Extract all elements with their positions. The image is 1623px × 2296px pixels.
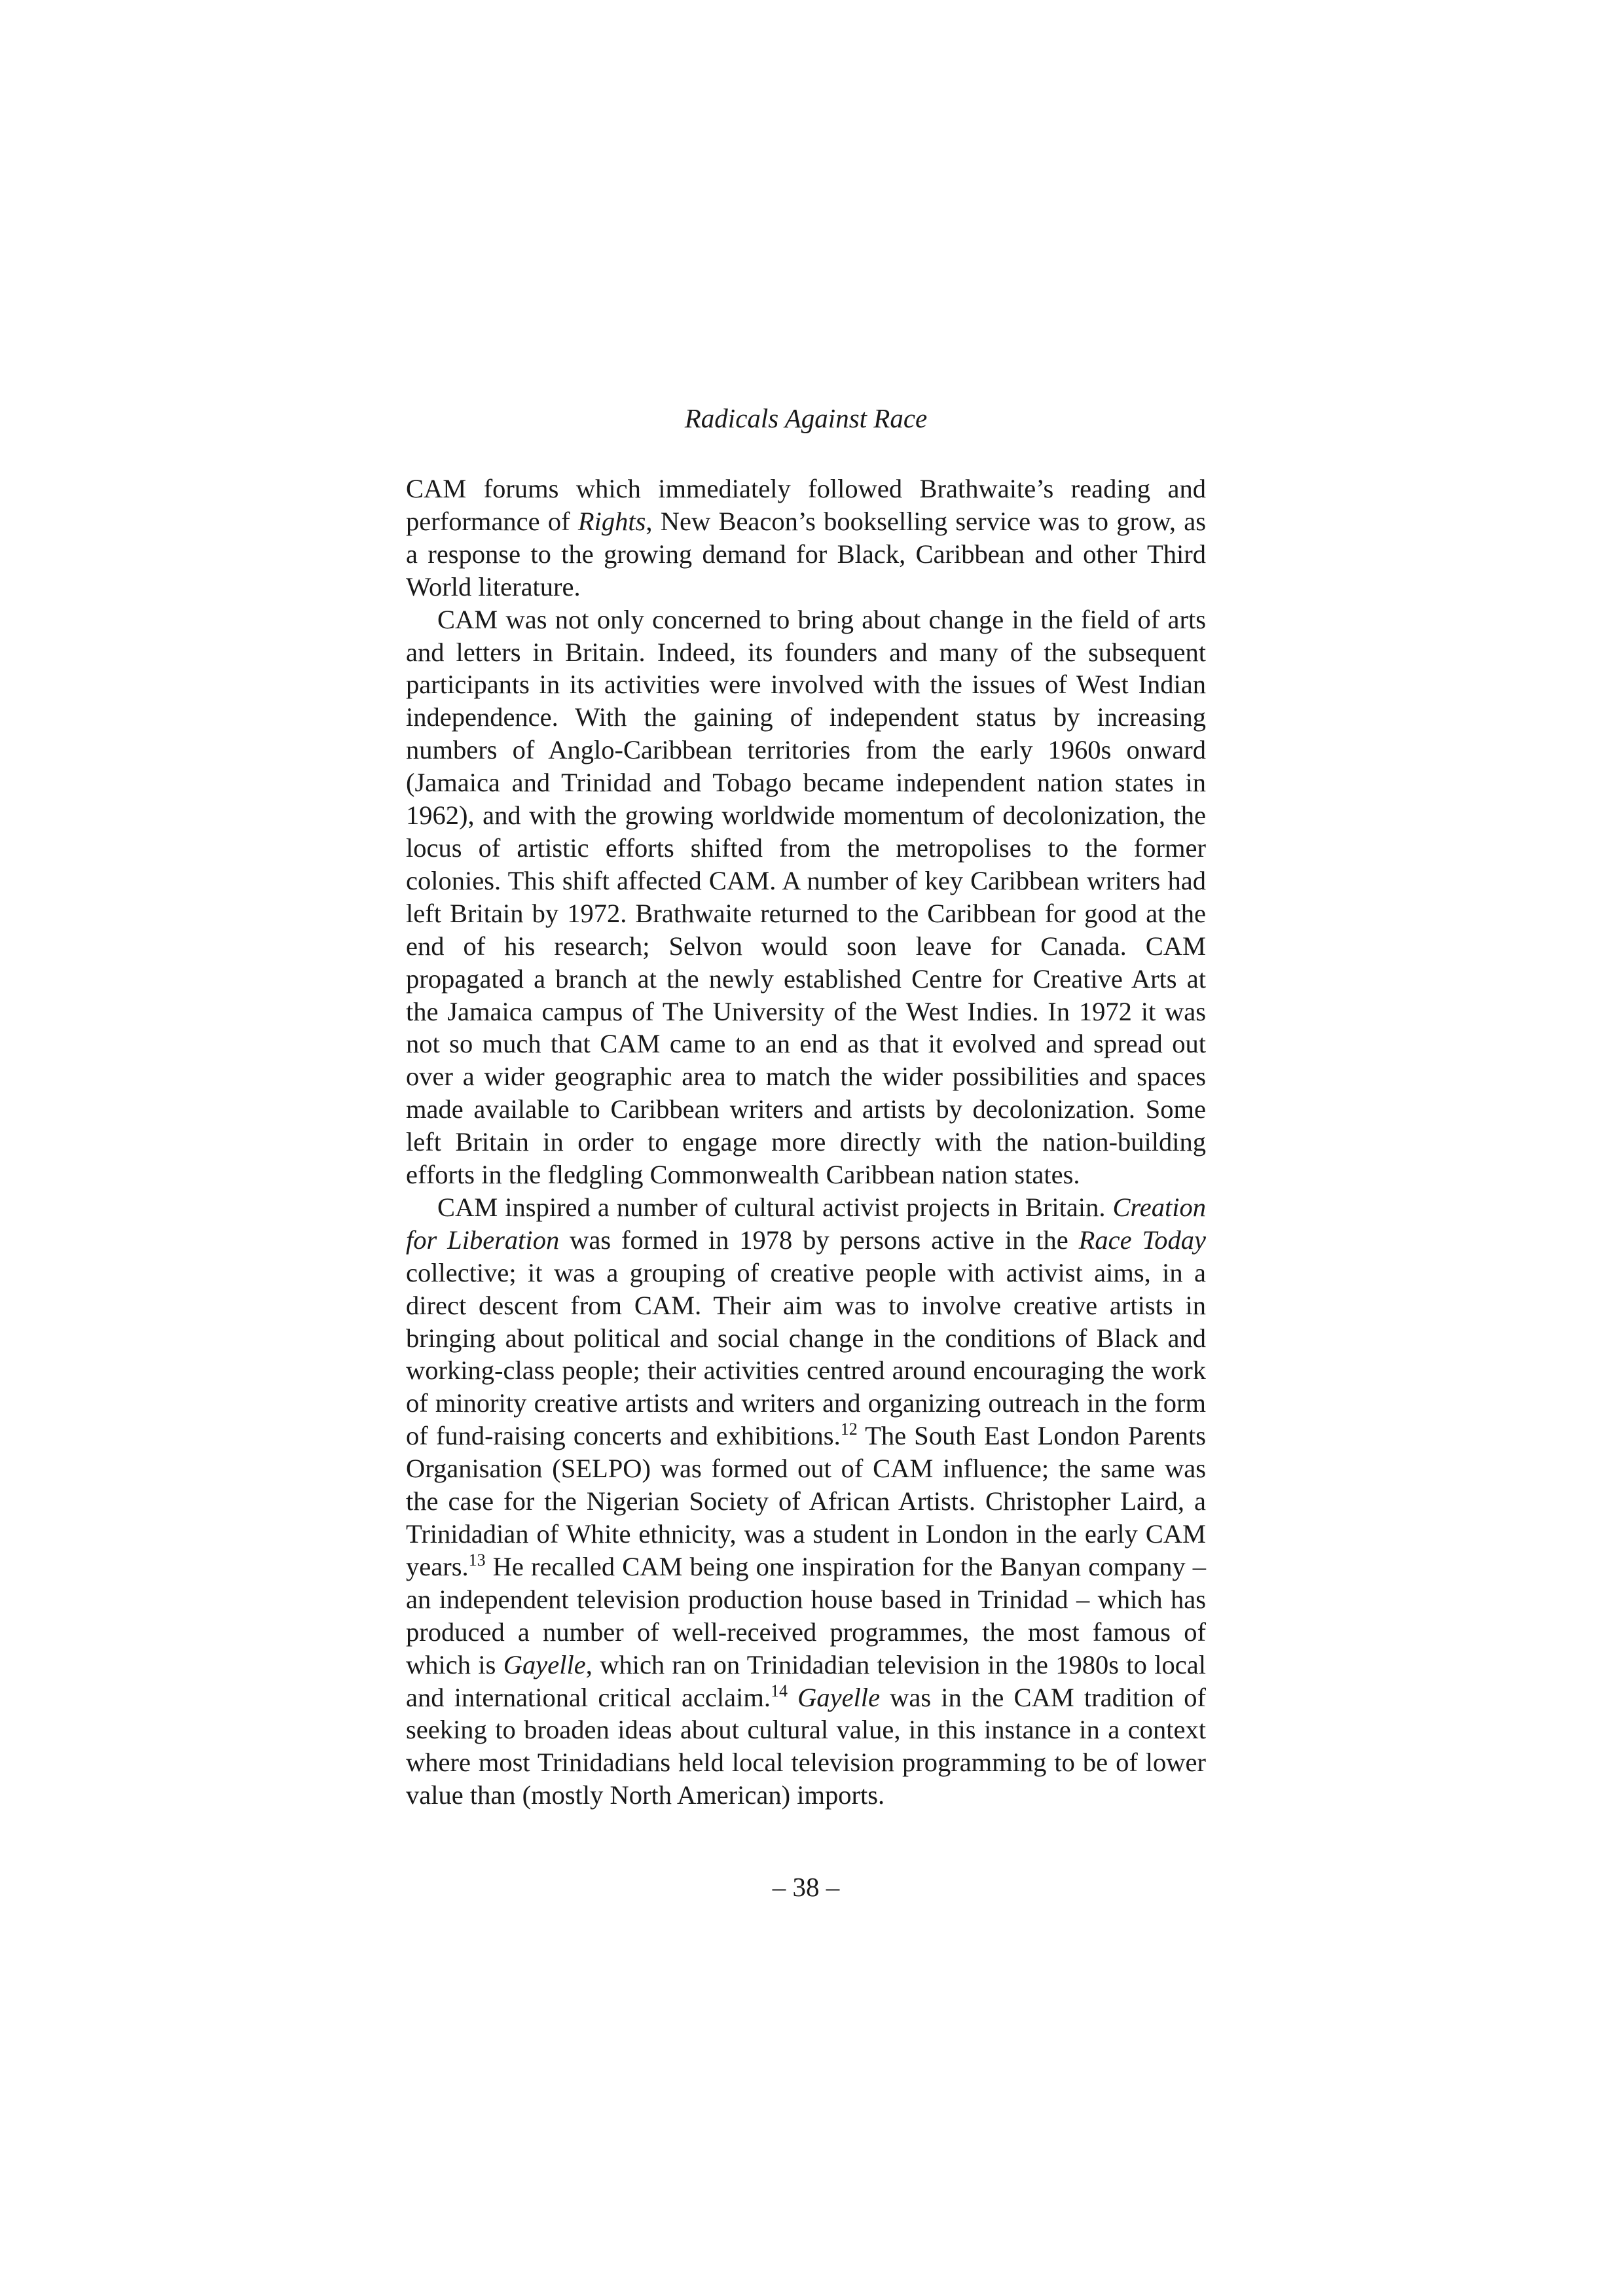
text-run: He recalled CAM being one inspiration for the Banyan company – an independent television production house based in Trinidad – which has produced a number of well-received programmes, the most famous of which is — [406, 1551, 1206, 1679]
text-run: CAM inspired a number of cultural activist projects in Britain. — [437, 1192, 1113, 1222]
paragraph — [406, 1191, 1206, 1812]
italic-title: Creation for Liberation — [406, 1192, 1206, 1255]
text-run: CAM forums which immediately followed Brathwaite’s reading and performance of — [406, 474, 1206, 536]
text-run — [788, 1683, 797, 1712]
text-run: CAM was not only concerned to bring about change in the field of arts and letters in Britain. Indeed, its founders and many of the subsequent participants in its activities were involved with the issues of West Indian independence. With the gaining of independent status by increasing numbers of Anglo-Caribbean territories from the early 1960s onward (Jamaica and Trinidad and Tobago became independent nation states in 1962), and with the growing worldwide momentum of decolonization, the locus of artistic efforts shifted from the metropolises to the former colonies. This shift affected CAM. A number of key Caribbean writers had left Britain by 1972. Brathwaite returned to the Caribbean for good at the end of his research; Selvon would soon leave for Canada. CAM propagated a branch at the newly established Centre for Creative Arts at the Jamaica campus of The University of the West Indies. In 1972 it was not so much that CAM came to an end as that it evolved and spread out over a wider geographic area to match the wider possibilities and spaces made available to Caribbean writers and artists by decolonization. Some left Britain in order to engage more directly with the nation-building efforts in the fledgling Commonwealth Caribbean nation states. — [406, 604, 1206, 1190]
text-run: was formed in 1978 by persons active in the — [559, 1225, 1079, 1255]
running-head: Radicals Against Race — [684, 403, 928, 433]
text-run: The South East London Parents Organisation (SELPO) was formed out of CAM influence; the same was the case for the Nigerian Society of African Artists. Christopher Laird, a Trinidadian of White ethnicity, was a student in London in the early CAM years. — [406, 1421, 1207, 1581]
footnote-marker: 12 — [840, 1420, 858, 1439]
paragraph — [406, 603, 1206, 1191]
page-number: – 38 – — [772, 1872, 840, 1902]
footnote-marker: 14 — [770, 1681, 788, 1700]
italic-title: Rights — [577, 506, 646, 536]
text-run: , which ran on Trinidadian television in the 1980s to local and international critical acclaim. — [406, 1649, 1206, 1712]
italic-title: Race Today — [1078, 1225, 1207, 1255]
text-run: , New Beacon’s bookselling service was to grow, as a response to the growing demand for Black, Caribbean and other Third World literature. — [406, 506, 1206, 601]
italic-title: Gayelle — [503, 1649, 586, 1679]
text-run: collective; it was a grouping of creative people with activist aims, in a direct descent from CAM. Their aim was to involve creative artists in bringing about political and social change in the conditions of Black and working-class people; their activities centred around encouraging the work of minority creative artists and writers and organizing outreach in the form of fund-raising concerts and exhibitions. — [406, 1257, 1206, 1451]
footnote-marker: 13 — [468, 1550, 486, 1570]
body-text — [406, 473, 1206, 1812]
italic-title: Gayelle — [797, 1682, 881, 1712]
text-run: was in the CAM tradition of seeking to broaden ideas about cultural value, in this instance in a context where most Trinidadians held local television programming to be of lower value than (mostly North American) imports. — [406, 1682, 1206, 1810]
paragraph — [406, 473, 1206, 603]
